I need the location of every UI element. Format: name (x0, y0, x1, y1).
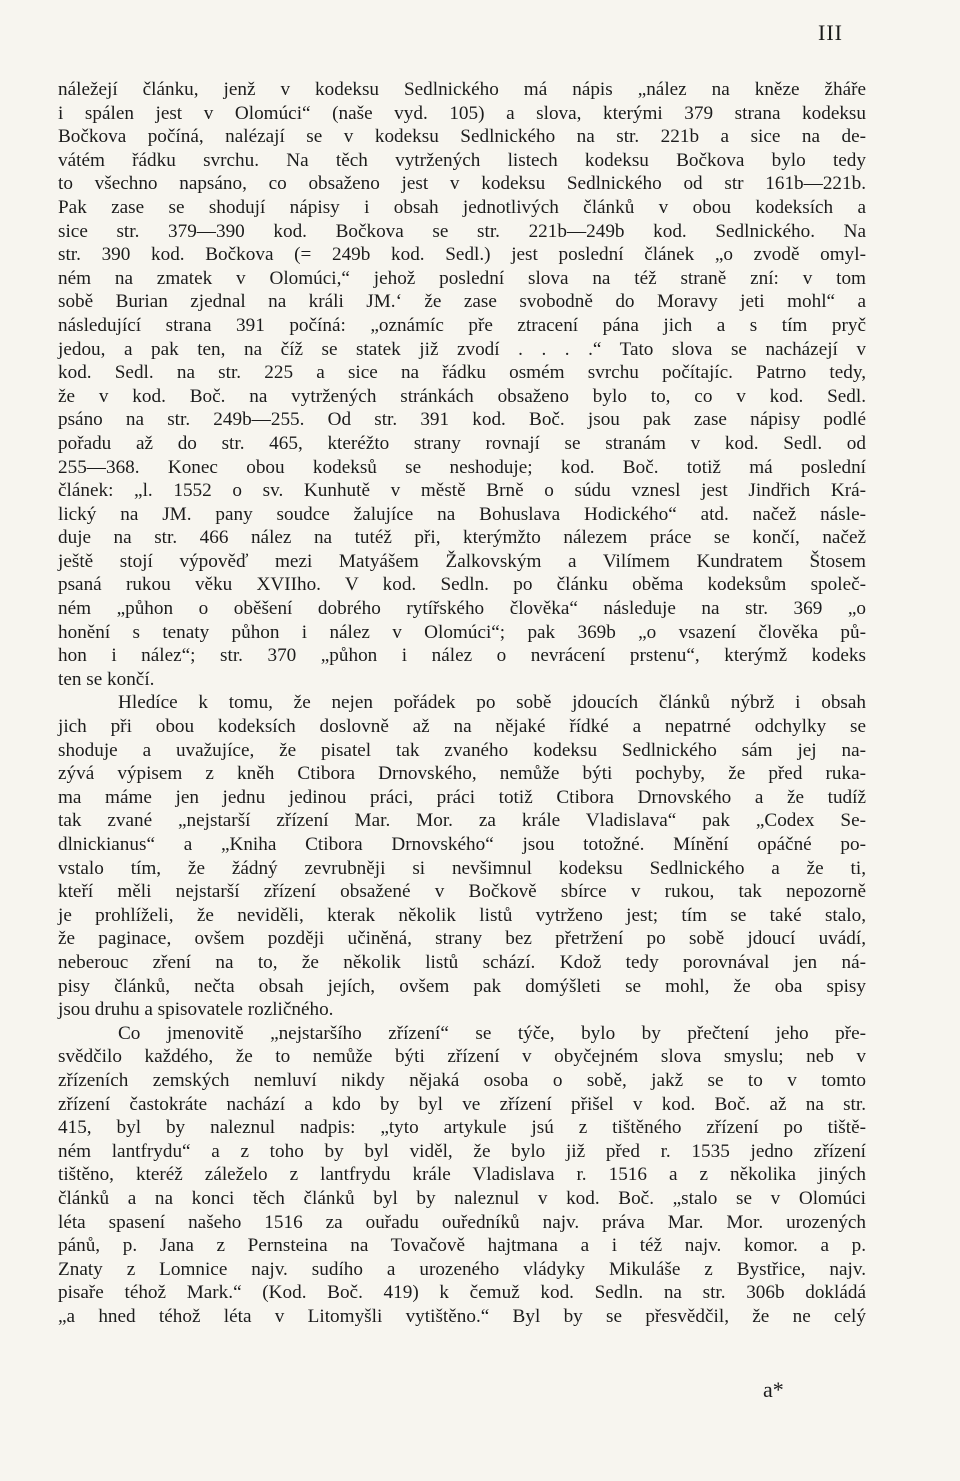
text-line: ten se končí. (58, 668, 155, 690)
text-line: 255—368. Konec obou kodeksů se neshoduje; kod. Boč. totiž má poslední (58, 456, 866, 478)
text-line: psáno na str. 249b—255. Od str. 391 kod. Boč. jsou pak zase nápisy podlé (58, 409, 866, 431)
text-line: str. 390 kod. Bočkova (= 249b kod. Sedl.) jest poslední článek „o zvodě omyl- (58, 244, 866, 266)
text-line: že paginace, ovšem později učiněná, strany bez přetržení po sobě jdoucí uvádí, (58, 928, 866, 950)
text-line: je prohlíželi, že neviděli, kterak několik listů vytrženo jest; tím se také stalo, (58, 904, 866, 926)
text-line: svědčilo každého, že to nemůže býti zřízení v obyčejném slova smyslu; neb v (58, 1046, 866, 1068)
text-line: zřízení častokráte nachází a kdo by byl ve zřízení přišel v kod. Boč. až na str. (58, 1093, 866, 1115)
text-line: zývá výpisem z kněh Ctibora Drnovského, nemůže býti pochyby, že před ruka- (58, 763, 866, 785)
page-number: III (818, 20, 843, 45)
text-line: kod. Sedl. na str. 225 a sice na řádku osmém svrchu počítajíc. Patrno tedy, (58, 362, 866, 384)
text-line: ném na zmatek v Olomúci,“ jehož poslední slova na též straně zní: v tom (58, 267, 866, 289)
text-line: jsou druhu a spisovatele rozličného. (58, 999, 334, 1021)
text-line: následující strana 391 počíná: „oznámíc pře ztracení pána jich a s tím pryč (58, 314, 866, 336)
text-line: náležejí článku, jenž v kodeksu Sedlnického má nápis „nález na kněze žháře (58, 79, 866, 100)
text-line: pořadu až do str. 465, kteréžto strany rovnají se stranám v kod. Sedl. od (58, 432, 866, 454)
text-line: tak zvané „nejstarší zřízení Mar. Mor. za krále Vladislava“ pak „Codex Se- (58, 810, 866, 832)
text-line: pisaře téhož Mark.“ (Kod. Boč. 419) k čemuž kod. Sedln. na str. 306b dokládá (58, 1282, 866, 1304)
text-line: jedou, a pak ten, na číž se statek již zvodí . . . .“ Tato slova se nacházejí v (58, 338, 866, 360)
text-line: vátém řádku svrchu. Na těch vytržených listech kodeksu Bočkova bylo tedy (58, 149, 866, 171)
text-line: honění s tenaty půhon i nález v Olomúci“; pak 369b „o vsazení člověka pů- (58, 621, 866, 643)
text-line: článků a na konci těch článků byl by naleznul v kod. Boč. „stalo se v Olomúci (58, 1187, 866, 1209)
text-line: Bočkova počíná, nalézají se v kodeksu Sedlnického na str. 221b a sice na de- (58, 126, 866, 148)
text-line: Pak zase se shodují nápisy i obsah jednotlivých článků v obou kodeksích a (58, 196, 866, 218)
text-line: kteří měli nejstarší zřízení obsažené v Bočkově sbírce v rukou, tak nepozorně (58, 881, 866, 903)
text-line: ma máme jen jednu jedinou práci, práci totiž Ctibora Drnovského a že tudíž (58, 786, 866, 808)
text-line: sobě Burian zjednal na králi JM.‘ že zase svobodně do Moravy jeti mohl“ a (58, 291, 866, 313)
text-line: pánů, p. Jana z Pernsteina na Tovačově hajtmana a i též najv. komor. a p. (58, 1235, 866, 1257)
text-line: léta spasení našeho 1516 za ouřadu ouředníků najv. práva Mar. Mor. urozených (58, 1211, 866, 1233)
text-line: neberouc zření na to, že několik listů schází. Kdož tedy porovnával jen ná- (58, 951, 866, 973)
text-line: dlnickianus“ a „Kniha Ctibora Drnovského“ jsou totožné. Mínění opáčné po- (58, 834, 866, 855)
text-line: hon i nález“; str. 370 „půhon i nález o nevrácení prstenu“, kterýmž kodeks (58, 645, 866, 667)
text-line: duje na str. 466 nález na tutéž při, kterýmžto nálezem práce se končí, načež (58, 527, 866, 549)
text-line: zřízeních zemských nemluví nikdy nějaká osoba o sobě, jakž se to v tomto (58, 1069, 866, 1091)
text-line: že v kod. Boč. na vytržených stránkách obsaženo bylo to, co v kod. Sedl. (58, 385, 866, 407)
text-line: ještě stojí výpověď mezi Matyášem Žalkovským a Vilímem Kundratem Štosem (58, 550, 866, 572)
signature-mark: a* (763, 1377, 784, 1402)
text-line: to všechno napsáno, co obsaženo jest v kodeksu Sedlnického od str 161b—221b. (58, 173, 866, 195)
text-line: Hledíce k tomu, že nejen pořádek po sobě jdoucích článků nýbrž i obsah (118, 692, 866, 714)
text-line: tištěno, kteréž záleželo z lantfrydu krále Vladislava r. 1516 a z několika jiných (58, 1164, 866, 1186)
text-line: ném lantfrydu“ a z toho by byl viděl, že bylo již před r. 1535 jedno zřízení (58, 1140, 866, 1162)
text-line: sice str. 379—390 kod. Bočkova se str. 221b—249b kod. Sedlnického. Na (58, 220, 866, 242)
text-line: psaná rukou věku XVIIho. V kod. Sedln. po článku oběma kodeksům společ- (58, 574, 866, 596)
text-line: „a hned téhož léta v Litomyšli vytištěno.“ Byl by se přesvědčil, že ne celý (58, 1305, 866, 1327)
body-text (58, 78, 866, 1328)
text-line: vstalo tím, že žádný zevrubněji si nevšimnul kodeksu Sedlnického a že ti, (58, 857, 866, 879)
text-line: Co jmenovitě „nejstaršího zřízení“ se týče, bylo by přečtení jeho pře- (118, 1022, 866, 1044)
text-line: i spálen jest v Olomúci“ (naše vyd. 105) a slova, kterými 379 strana kodeksu (58, 102, 866, 124)
text-line: shoduje a uvažujíce, že pisatel tak zvaného kodeksu Sedlnického sám jej na- (58, 739, 866, 761)
text-line: pisy článků, nečta obsah jejích, ovšem pak domýšleti se mohl, že oba spisy (58, 975, 866, 997)
text-line: ném „půhon o oběšení dobrého rytířského člověka“ následuje na str. 369 „o (58, 598, 866, 620)
text-line: jich při obou kodeksích doslovně až na nějaké řídké a nepatrné odchylky se (58, 716, 866, 738)
text-line: článek: „l. 1552 o sv. Kunhutě v městě Brně o súdu vznesl jest Jindřich Krá- (58, 480, 866, 502)
text-line: 415, byl by naleznul nadpis: „tyto artykule jsú z tištěného zřízení po tiště- (58, 1117, 866, 1139)
text-line: Znaty z Lomnice najv. sudího a urozeného vládyky Mikuláše z Bystřice, najv. (58, 1258, 866, 1280)
text-line: lický na JM. pany soudce žalujíce na Bohuslava Hodického“ atd. načež násle- (58, 503, 866, 525)
